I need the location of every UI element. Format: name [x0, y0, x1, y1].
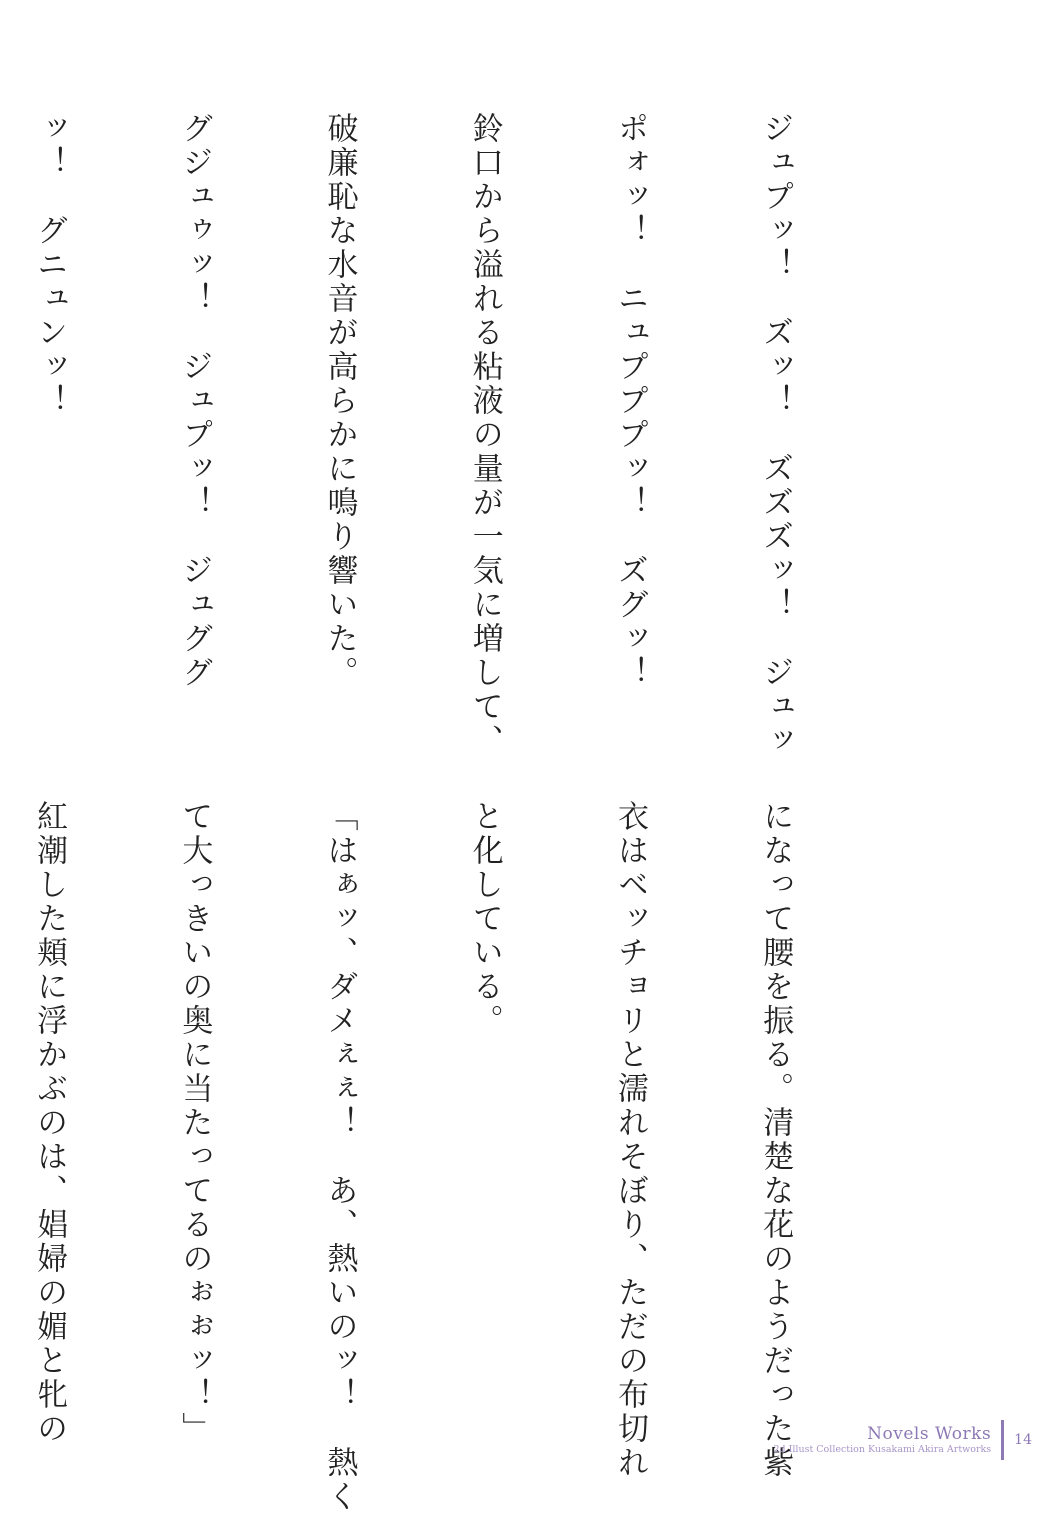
page-number: 14: [1014, 1432, 1032, 1448]
text-column: て大っきいの奥に当たってるのぉぉッ！」: [176, 800, 213, 1446]
page-footer: [773, 1418, 1032, 1462]
text-column: 紅潮した頬に浮かぶのは、娼婦の媚と牝の: [31, 800, 68, 1446]
footer-caption: [773, 1424, 991, 1456]
text-column: 鈴口から溢れる粘液の量が一気に増して、: [466, 112, 503, 758]
footer-divider: [1001, 1420, 1004, 1460]
text-column: になって腰を振る。清楚な花のようだった紫: [757, 800, 794, 1480]
footer-subtitle: 2d Illust Collection Kusakami Akira Artworks: [773, 1444, 992, 1455]
text-column: 破廉恥な水音が高らかに鳴り響いた。: [321, 112, 358, 690]
text-column: グジュゥッ！ ジュプッ！ ジュググ: [176, 112, 213, 690]
text-column: ッ！ グニュンッ！: [31, 112, 68, 418]
upper-text-block: [0, 112, 896, 758]
text-column: ジュプッ！ ズッ！ ズズズッ！ ジュッ: [757, 112, 794, 758]
text-column: と化している。: [466, 800, 503, 1038]
text-column: 衣はベッチョリと濡れそぼり、ただの布切れ: [611, 800, 648, 1480]
text-column: ポォッ！ ニュプププッ！ ズグッ！: [611, 112, 648, 690]
footer-title: Novels Works: [867, 1424, 992, 1444]
text-column: 「はぁッ、ダメぇぇ！ あ、熱いのッ！ 熱く: [321, 800, 358, 1514]
